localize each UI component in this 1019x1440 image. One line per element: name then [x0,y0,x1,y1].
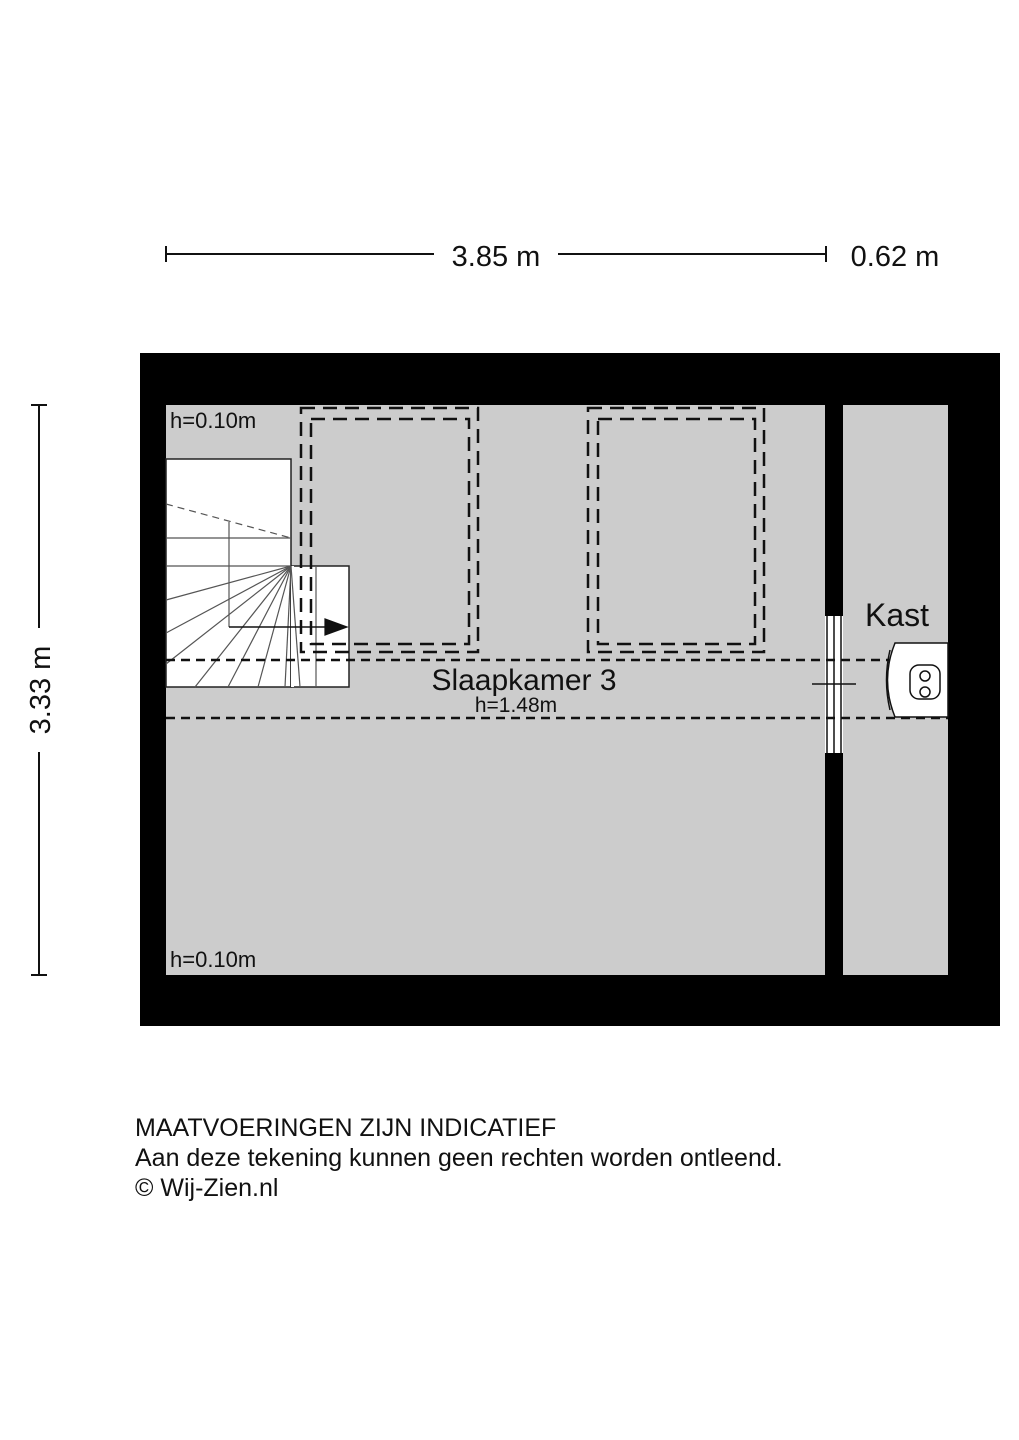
disclaimer [135,1113,783,1203]
height-label-bottom-left: h=0.10m [170,947,257,972]
disclaimer-line-1: MAATVOERINGEN ZIJN INDICATIEF [135,1114,557,1142]
room-height-bedroom: h=1.48m [474,694,558,717]
dimension-width-side: 0.62 m [850,241,940,273]
boiler-icon [887,643,949,717]
dimension-width-main: 3.85 m [451,241,541,273]
height-label-top-left: h=0.10m [170,408,257,433]
room-name-closet: Kast [864,597,930,633]
copyright: © Wij-Zien.nl [135,1174,279,1202]
disclaimer-line-2: Aan deze tekening kunnen geen rechten worden ontleend. [135,1144,783,1172]
dimension-height: 3.33 m [25,645,57,735]
room-name-bedroom: Slaapkamer 3 [431,664,617,697]
